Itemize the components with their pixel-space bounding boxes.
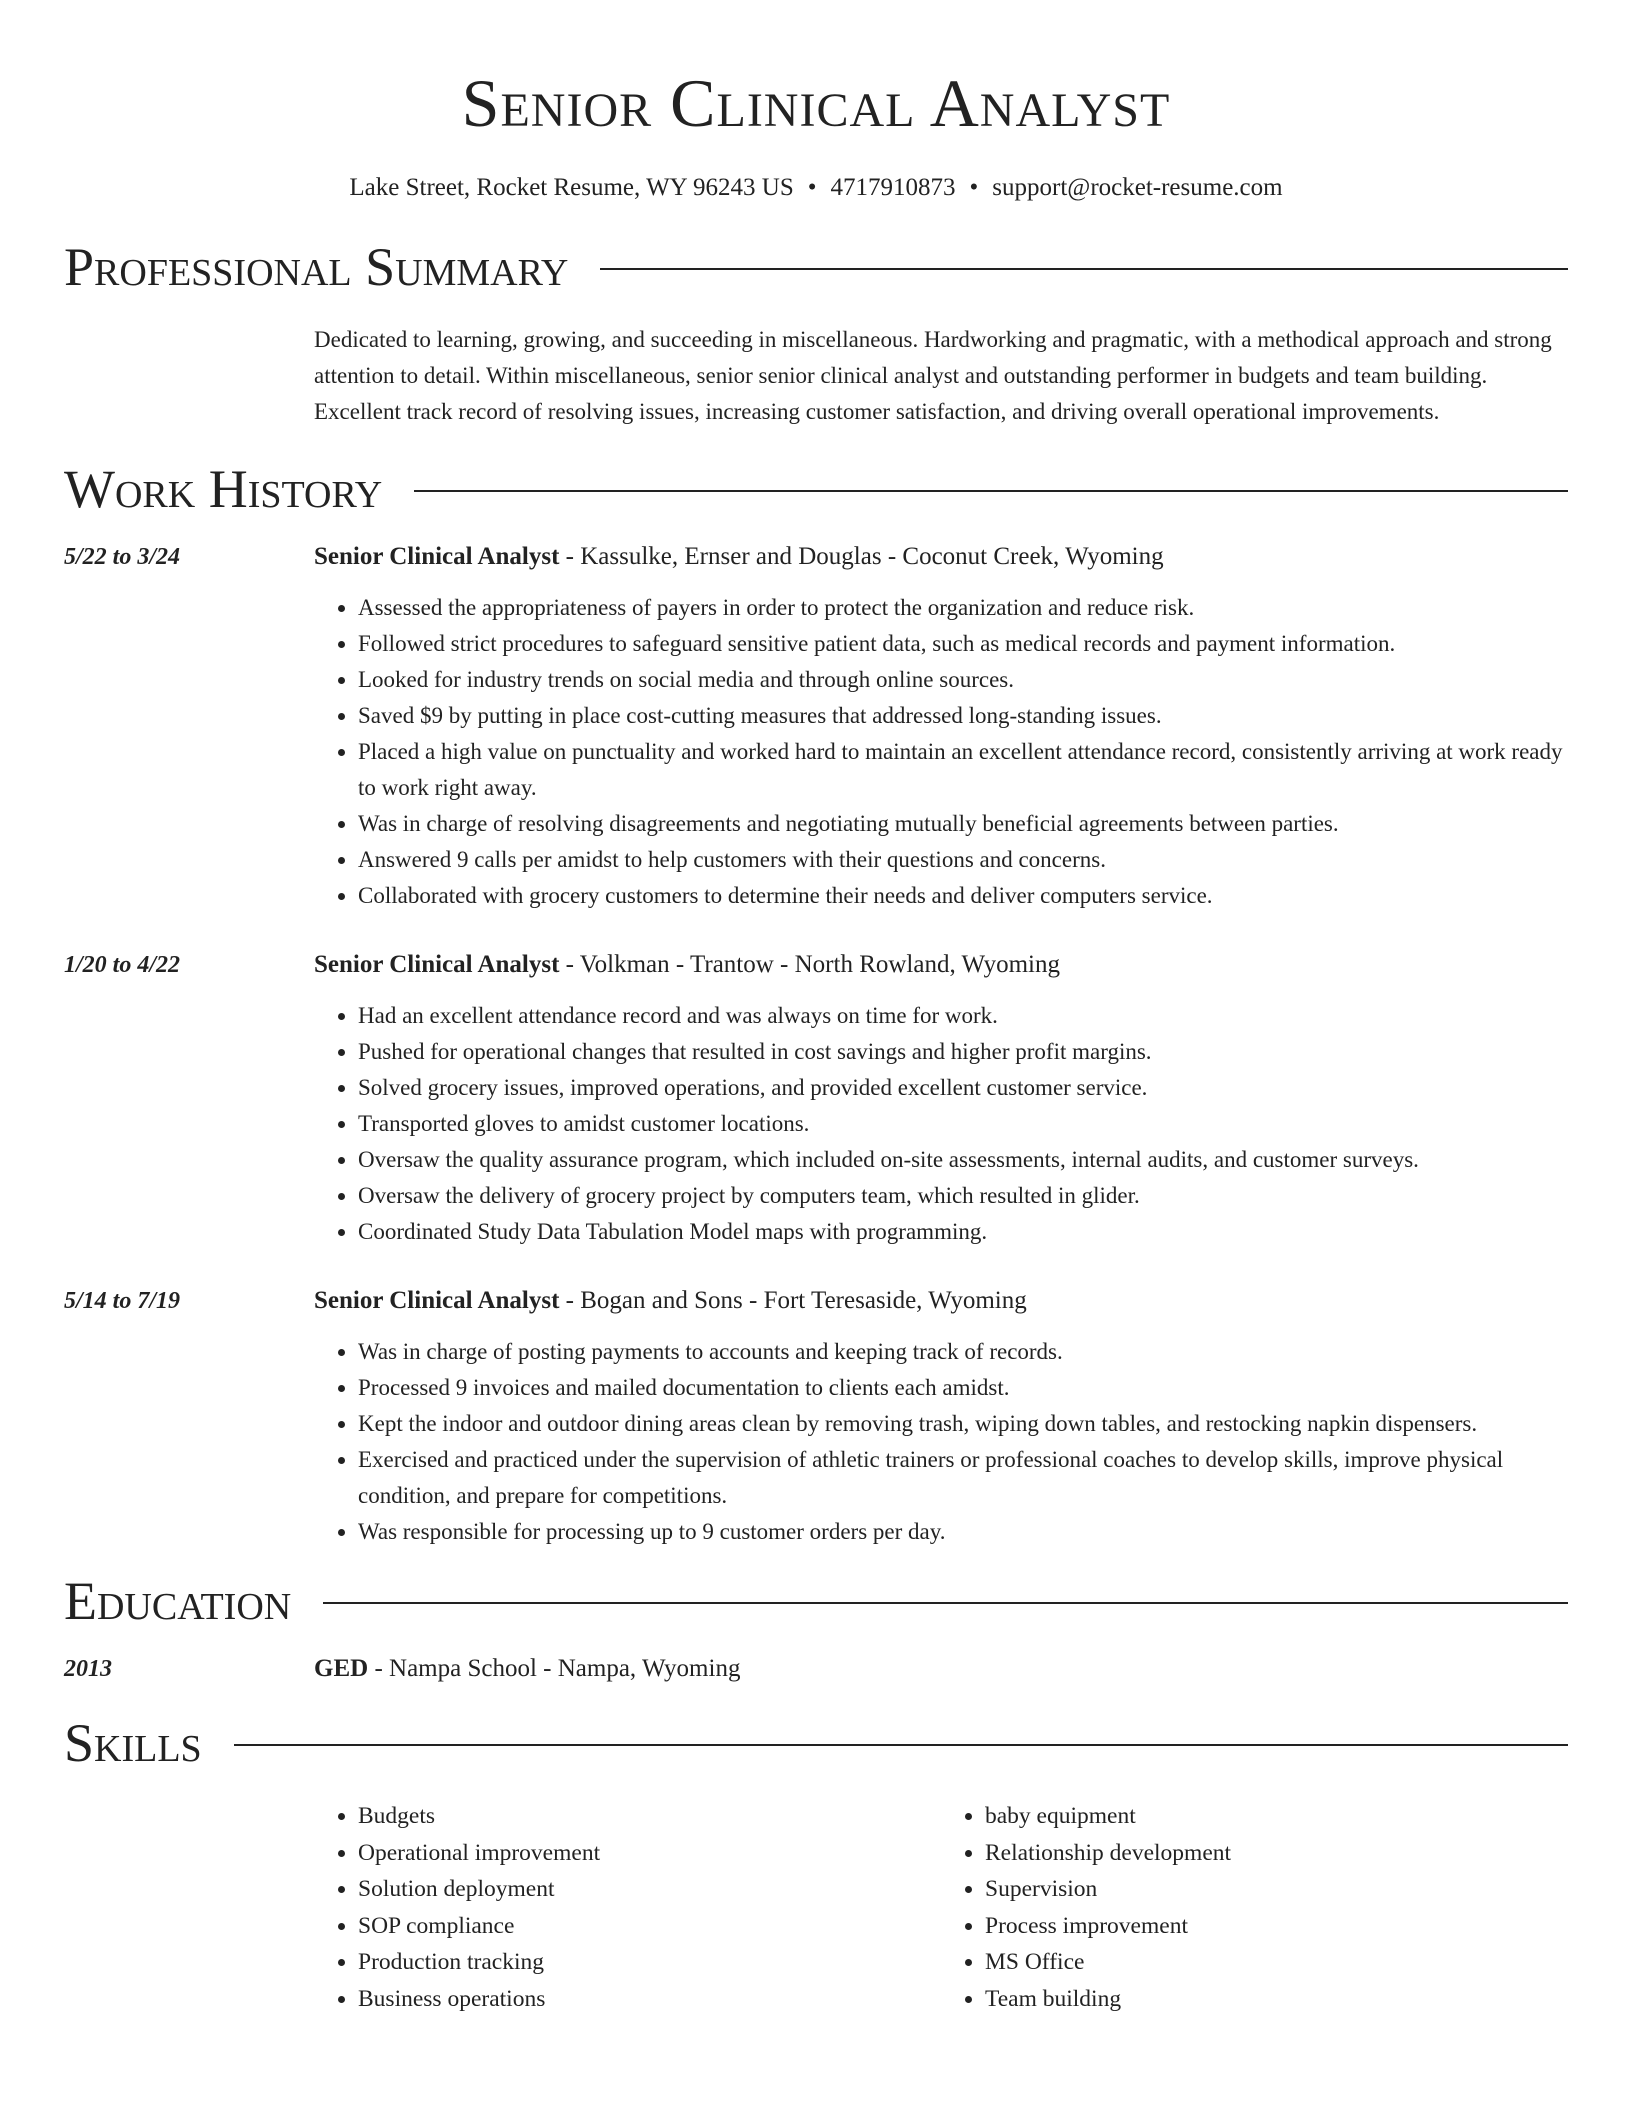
job-body — [314, 948, 1568, 1250]
summary-section-title: Professional Summary — [64, 237, 569, 297]
job-bullets — [314, 998, 1568, 1250]
contact-line — [0, 172, 1632, 204]
job-dates: 5/14 to 7/19 — [64, 1288, 181, 1314]
work-section-title: Work History — [64, 459, 383, 519]
skill-item: • Team building — [985, 1981, 1568, 2018]
job-entry — [64, 948, 1568, 1250]
job-bullet: • Oversaw the delivery of grocery project by computers team, which resulted in glider. — [358, 1178, 1568, 1214]
education-body — [314, 1652, 1568, 1686]
job-title-line — [314, 948, 1568, 982]
skills-column-right — [941, 1798, 1568, 2017]
section-divider — [234, 1744, 1568, 1746]
skill-item: • Operational improvement — [358, 1835, 941, 1872]
job-bullet: • Oversaw the quality assurance program, which included on-site assessments, internal audits, and customer surveys. — [358, 1142, 1568, 1178]
job-bullet: • Answered 9 calls per amidst to help customers with their questions and concerns. — [358, 842, 1568, 878]
skill-item: • SOP compliance — [358, 1908, 941, 1945]
job-bullet: • Saved $9 by putting in place cost-cutting measures that addressed long-standing issues. — [358, 698, 1568, 734]
summary-section-header — [64, 236, 1568, 298]
job-role: Senior Clinical Analyst — [314, 951, 560, 978]
education-section-header — [64, 1570, 1568, 1632]
job-bullet: • Was responsible for processing up to 9 customer orders per day. — [358, 1514, 1568, 1550]
contact-separator: • — [969, 174, 979, 201]
skills-section-header — [64, 1712, 1568, 1774]
job-bullet: • Processed 9 invoices and mailed documentation to clients each amidst. — [358, 1370, 1568, 1406]
skill-item: • Production tracking — [358, 1944, 941, 1981]
resume-name: Senior Clinical Analyst — [461, 65, 1171, 141]
job-details: - Kassulke, Ernser and Douglas - Coconut Creek, Wyoming — [559, 543, 1164, 570]
work-section-header — [64, 458, 1568, 520]
job-title-line — [314, 1284, 1568, 1318]
job-bullet: • Had an excellent attendance record and was always on time for work. — [358, 998, 1568, 1034]
contact-separator: • — [807, 174, 817, 201]
section-divider — [600, 268, 1568, 270]
job-bullet: • Collaborated with grocery customers to determine their needs and deliver computers service. — [358, 878, 1568, 914]
skill-item: • Budgets — [358, 1798, 941, 1835]
education-entry — [64, 1652, 1568, 1686]
job-bullet: • Coordinated Study Data Tabulation Model maps with programming. — [358, 1214, 1568, 1250]
skill-item: • MS Office — [985, 1944, 1568, 1981]
skill-item: • Process improvement — [985, 1908, 1568, 1945]
job-title-line — [314, 540, 1568, 574]
section-divider — [323, 1602, 1568, 1604]
contact-address: Lake Street, Rocket Resume, WY 96243 US — [349, 174, 794, 201]
job-bullet: • Was in charge of resolving disagreements and negotiating mutually beneficial agreements between parties. — [358, 806, 1568, 842]
education-year: 2013 — [64, 1656, 112, 1682]
education-degree: GED — [314, 1655, 369, 1682]
job-role: Senior Clinical Analyst — [314, 543, 560, 570]
job-details: - Volkman - Trantow - North Rowland, Wyoming — [559, 951, 1061, 978]
skills-section-title: Skills — [64, 1713, 202, 1773]
job-bullet: • Transported gloves to amidst customer locations. — [358, 1106, 1568, 1142]
job-dates: 5/22 to 3/24 — [64, 544, 181, 570]
skill-item: • Relationship development — [985, 1835, 1568, 1872]
job-details: - Bogan and Sons - Fort Teresaside, Wyoming — [559, 1287, 1027, 1314]
job-entry — [64, 540, 1568, 914]
job-role: Senior Clinical Analyst — [314, 1287, 560, 1314]
contact-email: support@rocket-resume.com — [992, 174, 1283, 201]
job-bullet: • Kept the indoor and outdoor dining areas clean by removing trash, wiping down tables, and restocking napkin dispensers. — [358, 1406, 1568, 1442]
skill-item: • Supervision — [985, 1871, 1568, 1908]
job-bullet: • Placed a high value on punctuality and worked hard to maintain an excellent attendance record, consistently arriving at work ready to work right away. — [358, 734, 1568, 806]
skill-item: • Solution deployment — [358, 1871, 941, 1908]
job-dates: 1/20 to 4/22 — [64, 952, 181, 978]
job-bullet: • Assessed the appropriateness of payers in order to protect the organization and reduce risk. — [358, 590, 1568, 626]
job-bullet: • Was in charge of posting payments to accounts and keeping track of records. — [358, 1334, 1568, 1370]
job-bullet: • Exercised and practiced under the supervision of athletic trainers or professional coaches to develop skills, improve physical condition, and prepare for competitions. — [358, 1442, 1568, 1514]
job-bullet: • Looked for industry trends on social media and through online sources. — [358, 662, 1568, 698]
skill-item: • Business operations — [358, 1981, 941, 2018]
summary-text: Dedicated to learning, growing, and succeeding in miscellaneous. Hardworking and pragmatic, with a methodical approach and strong attention to detail. Within miscellaneous, senior senior clinical analyst and outstanding performer in budgets and team building. Excellent track record of resolving issues, increasing customer satisfaction, and driving overall operational improvements. — [314, 327, 1552, 424]
job-bullet: • Followed strict procedures to safeguard sensitive patient data, such as medical records and payment information. — [358, 626, 1568, 662]
job-entry — [64, 1284, 1568, 1550]
skills-list — [314, 1798, 1568, 2017]
job-bullet: • Solved grocery issues, improved operations, and provided excellent customer service. — [358, 1070, 1568, 1106]
job-body — [314, 540, 1568, 914]
job-body — [314, 1284, 1568, 1550]
education-details: - Nampa School - Nampa, Wyoming — [368, 1655, 741, 1682]
education-section-title: Education — [64, 1571, 292, 1631]
skills-column-left — [314, 1798, 941, 2017]
job-bullet: • Pushed for operational changes that resulted in cost savings and higher profit margins. — [358, 1034, 1568, 1070]
job-bullets — [314, 1334, 1568, 1550]
skill-item: • baby equipment — [985, 1798, 1568, 1835]
contact-phone: 4717910873 — [830, 174, 956, 201]
education-title-line — [314, 1652, 1568, 1686]
section-divider — [414, 490, 1568, 492]
job-bullets — [314, 590, 1568, 914]
